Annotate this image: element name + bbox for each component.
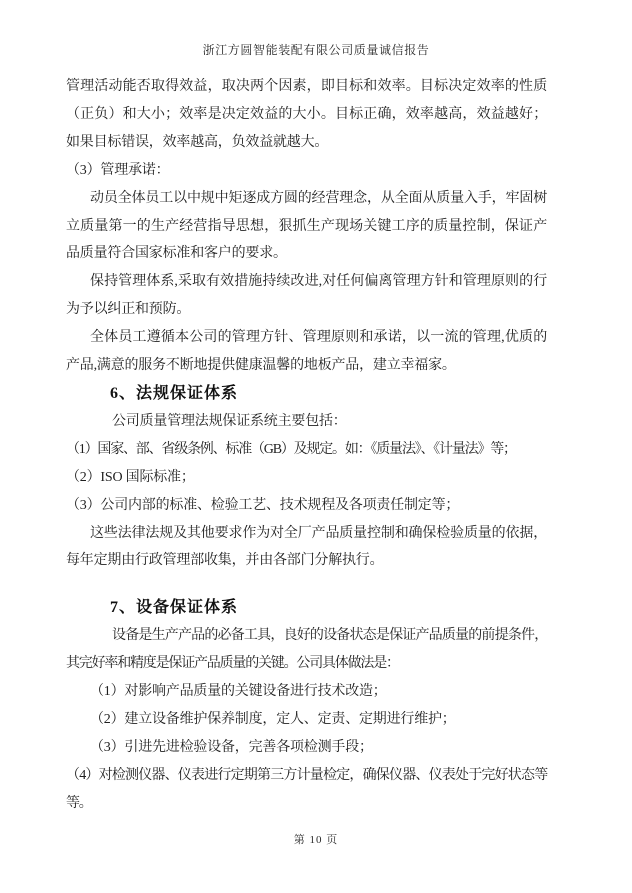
section-6-intro: 公司质量管理法规保证系统主要包括： (112, 413, 347, 429)
page-header-title: 浙江方圆智能装配有限公司质量诚信报告 (202, 43, 430, 57)
page-footer-number: 第 10 页 (293, 834, 339, 846)
legal-system-item-3: （3）公司内部的标准、检验工艺、技术规程及各项责任制定等； (66, 497, 460, 513)
equipment-item-2: （2）建立设备维护保养制度，定人、定责、定期进行维护； (90, 711, 456, 727)
item-3-management-commitment-label: （3）管理承诺： (66, 162, 170, 178)
section-6-heading: 6、法规保证体系 (110, 384, 239, 402)
legal-system-item-2: （2）ISO 国际标准； (66, 469, 195, 485)
legal-system-item-1: （1）国家、部、省级条例、标准（GB）及规定。如：《质量法》、《计量法》等； (66, 441, 516, 457)
paragraph-commitment-mobilize: 动员全体员工以中规中矩逐成方圆的经营理念，从全面从质量入手，牢固树立质量第一的生产经营指导思想，狠抓生产现场关键工序的质量控制，保证产品质量符合国家标准和客户的要求。 (66, 190, 547, 262)
document-body (66, 73, 547, 818)
equipment-item-4: （4）对检测仪器、仪表进行定期第三方计量检定，确保仪器、仪表处于完好状态等等。 (66, 767, 547, 811)
paragraph-all-staff: 全体员工遵循本公司的管理方针、管理原则和承诺，以一流的管理,优质的产品,满意的服务不断地提供健康温馨的地板产品，建立幸福家。 (66, 330, 547, 374)
section-7-heading: 7、设备保证体系 (110, 599, 239, 617)
equipment-item-3: （3）引进先进检验设备，完善各项检测手段； (90, 739, 373, 755)
section-6-summary: 这些法律法规及其他要求作为对全厂产品质量控制和确保检验质量的依据，每年定期由行政管理部收集，并由各部门分解执行。 (66, 525, 547, 569)
paragraph-efficiency: 管理活动能否取得效益，取决两个因素，即目标和效率。目标决定效率的性质（正负）和大小；效率是决定效益的大小。目标正确，效率越高，效益越好；如果目标错误，效率越高，负效益就越大。 (66, 79, 547, 150)
paragraph-maintain-system: 保持管理体系,采取有效措施持续改进,对任何偏离管理方针和管理原则的行为予以纠正和预防。 (66, 274, 547, 318)
section-7-intro: 设备是生产产品的必备工具，良好的设备状态是保证产品质量的前提条件，其完好率和精度是保证产品质量的关键。公司具体做法是： (66, 628, 547, 672)
equipment-item-1: （1）对影响产品质量的关键设备进行技术改造； (90, 684, 387, 700)
